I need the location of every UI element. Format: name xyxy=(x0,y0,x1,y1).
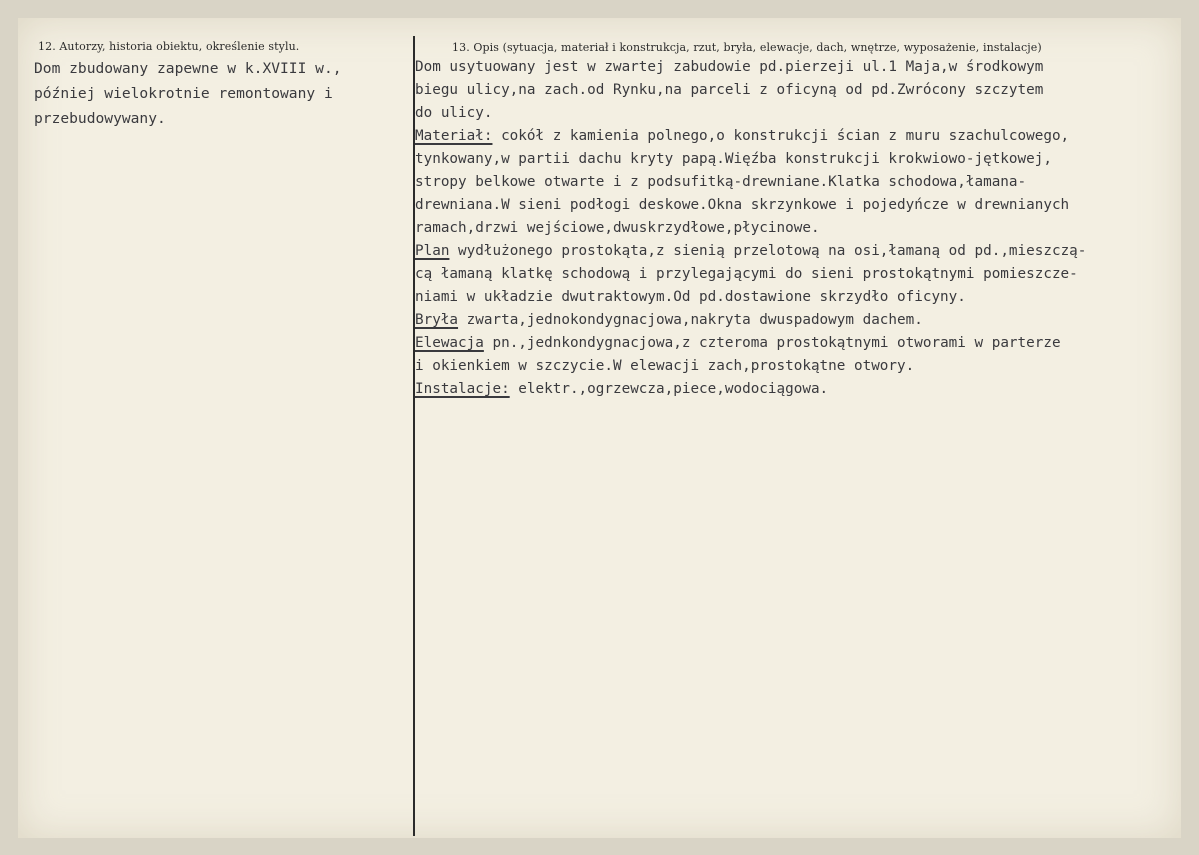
description-line-text: ramach,drzwi wejściowe,dwuskrzydłowe,płycinowe. xyxy=(415,220,820,236)
description-line-text: do ulicy. xyxy=(415,105,493,121)
description-line xyxy=(415,194,1086,217)
description-line xyxy=(415,79,1086,102)
description-line-text: Dom usytuowany jest w zwartej zabudowie pd.pierzeji ul.1 Maja,w środkowym xyxy=(415,59,1044,75)
elevation-label: Elewacja xyxy=(415,335,484,351)
description-line xyxy=(415,102,1086,125)
section-13-header: 13. Opis (sytuacja, materiał i konstrukcja, rzut, bryła, elewacje, dach, wnętrze, wyposażenie, instalacje) xyxy=(452,41,1042,54)
section-12-header: 12. Autorzy, historia obiektu, określenie stylu. xyxy=(38,40,300,53)
description-line-text: cą łamaną klatkę schodową i przylegającymi do sieni prostokątnymi pomieszcze- xyxy=(415,266,1078,282)
description-line xyxy=(415,355,1086,378)
description-line xyxy=(415,263,1086,286)
description-line xyxy=(415,332,1086,355)
description-line xyxy=(415,148,1086,171)
description-line-text: biegu ulicy,na zach.od Rynku,na parceli z oficyną od pd.Zwrócony szczytem xyxy=(415,82,1044,98)
history-line: przebudowywany. xyxy=(34,110,166,127)
description-line xyxy=(415,309,1086,332)
description-line-text: i okienkiem w szczycie.W elewacji zach,prostokątne otwory. xyxy=(415,358,915,374)
description-line-text: pn.,jednkondygnacjowa,z czteroma prostokątnymi otworami w parterze xyxy=(483,335,1061,351)
description-line xyxy=(415,240,1086,263)
history-line: Dom zbudowany zapewne w k.XVIII w., xyxy=(34,60,342,77)
plan-label: Plan xyxy=(415,243,450,259)
bryla-label: Bryła xyxy=(415,312,459,328)
description-line xyxy=(415,286,1086,309)
description-line-text: cokół z kamienia polnego,o konstrukcji ścian z muru szachulcowego, xyxy=(492,128,1070,144)
installations-label: Instalacje: xyxy=(415,381,510,397)
material-label: Materiał: xyxy=(415,128,493,144)
description-line-text: zwarta,jednokondygnacjowa,nakryta dwuspadowym dachem. xyxy=(458,312,923,328)
description-line-text: drewniana.W sieni podłogi deskowe.Okna skrzynkowe i pojedyńcze w drewnianych xyxy=(415,197,1070,213)
description-line xyxy=(415,56,1086,79)
description-line xyxy=(415,217,1086,240)
description-line xyxy=(415,171,1086,194)
description-line-text: wydłużonego prostokąta,z sienią przelotową na osi,łamaną od pd.,mieszczą- xyxy=(449,243,1087,259)
description-line-text: elektr.,ogrzewcza,piece,wodociągowa. xyxy=(509,381,829,397)
history-text xyxy=(34,56,342,131)
history-line: później wielokrotnie remontowany i xyxy=(34,85,333,102)
description-line-text: stropy belkowe otwarte i z podsufitką-drewniane.Klatka schodowa,łamana- xyxy=(415,174,1027,190)
description-line xyxy=(415,378,1086,401)
description-text xyxy=(415,56,1086,401)
description-line-text: tynkowany,w partii dachu kryty papą.Więźba konstrukcji krokwiowo-jętkowej, xyxy=(415,151,1052,167)
description-line xyxy=(415,125,1086,148)
description-line-text: niami w układzie dwutraktowym.Od pd.dostawione skrzydło oficyny. xyxy=(415,289,966,305)
